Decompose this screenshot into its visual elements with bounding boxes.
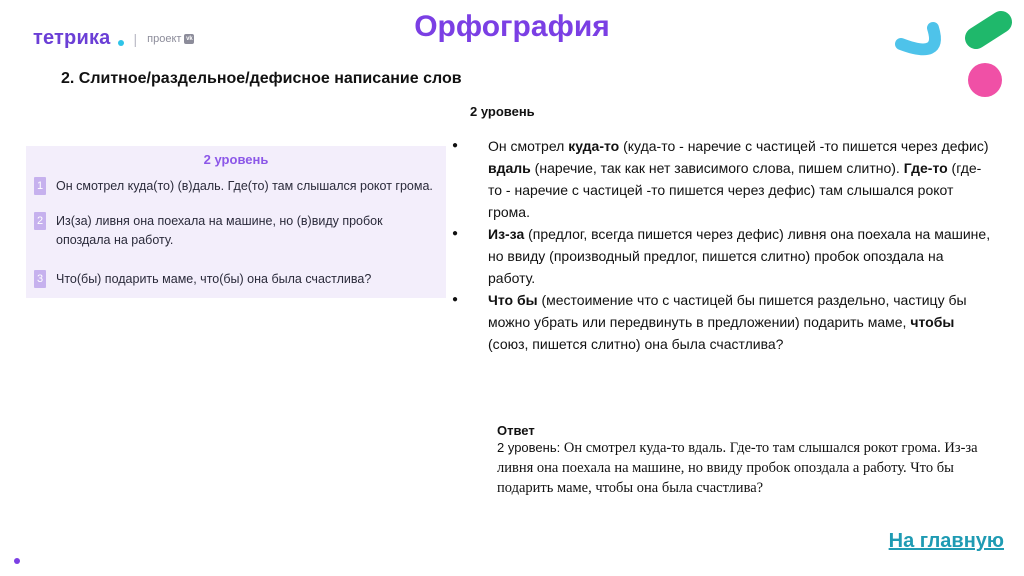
decorative-shapes — [885, 0, 1024, 110]
explanation-text: Он смотрел — [488, 138, 569, 154]
answer-body — [497, 438, 987, 498]
answer-heading: Ответ — [497, 423, 535, 438]
explanation-text: (где-то - наречие с частицей -то пишется через дефис) там слышался рокот грома. — [488, 160, 982, 220]
explanation-text: (предлог, всегда пишется через дефис) ливня она поехала на машине, но ввиду (производный предлог, пишется слитно) пробок опоздала на работу. — [488, 226, 991, 286]
task-item — [34, 177, 436, 196]
logo-separator: | — [133, 30, 138, 47]
explanation-bold: Где-то — [903, 160, 948, 176]
explanation-item — [452, 135, 992, 223]
task-item — [34, 212, 396, 250]
explanation-text: (куда-то - наречие с частицей -то пишется через дефис) — [619, 138, 989, 154]
explanation-text: (наречие, так как нет зависимого слова, пишем слитно). — [530, 160, 904, 176]
task-number: 2 — [34, 212, 46, 230]
task-text: Из(за) ливня она поехала на машине, но (в)виду пробок опоздала на работу. — [56, 214, 383, 247]
answer-label: 2 уровень: — [497, 440, 561, 455]
explanation-bold: чтобы — [910, 314, 955, 330]
green-pill-icon — [976, 22, 1001, 38]
explanation-text: (местоимение что с частицей бы пишется раздельно, частицу бы можно убрать или передвинуть в предложении) подарить маме, — [488, 292, 967, 330]
task-card-title: 2 уровень — [203, 152, 269, 167]
decorative-dot — [14, 558, 20, 564]
task-text: Что(бы) подарить маме, что(бы) она была счастлива? — [56, 272, 372, 286]
task-card-image — [26, 146, 446, 298]
project-label-text: проект — [147, 32, 182, 45]
section-subtitle: 2. Слитное/раздельное/дефисное написание слов — [61, 70, 462, 87]
explanations-list — [452, 135, 992, 355]
answer-text: Он смотрел куда-то вдаль. Где-то там слышался рокот грома. Из-за ливня она поехала на машине, но ввиду пробок опоздала а работу. Что бы подарить маме, чтобы она была счастлива? — [497, 440, 978, 496]
blue-swoosh-icon — [901, 28, 935, 49]
home-link[interactable]: На главную — [888, 530, 1004, 552]
pink-circle-icon — [968, 63, 1002, 97]
explanation-item — [452, 223, 992, 289]
explanation-item — [452, 289, 992, 355]
task-text: Он смотрел куда(то) (в)даль. Где(то) там слышался рокот грома. — [56, 179, 433, 193]
page-title: Орфография — [414, 10, 610, 43]
task-number: 3 — [34, 270, 46, 288]
explanation-text: (союз, пишется слитно) она была счастлива? — [488, 336, 784, 352]
explanation-bold: Что бы — [488, 292, 538, 308]
logo-wordmark: тетрика — [33, 27, 111, 49]
task-item — [34, 270, 436, 289]
answer-block — [497, 423, 987, 498]
task-number: 1 — [34, 177, 46, 195]
explanation-bold: вдаль — [488, 160, 531, 176]
level-heading: 2 уровень — [470, 104, 535, 119]
explanation-bold: куда-то — [568, 138, 620, 154]
explanation-bold: Из-за — [488, 226, 525, 242]
vk-icon: vk — [186, 35, 193, 42]
